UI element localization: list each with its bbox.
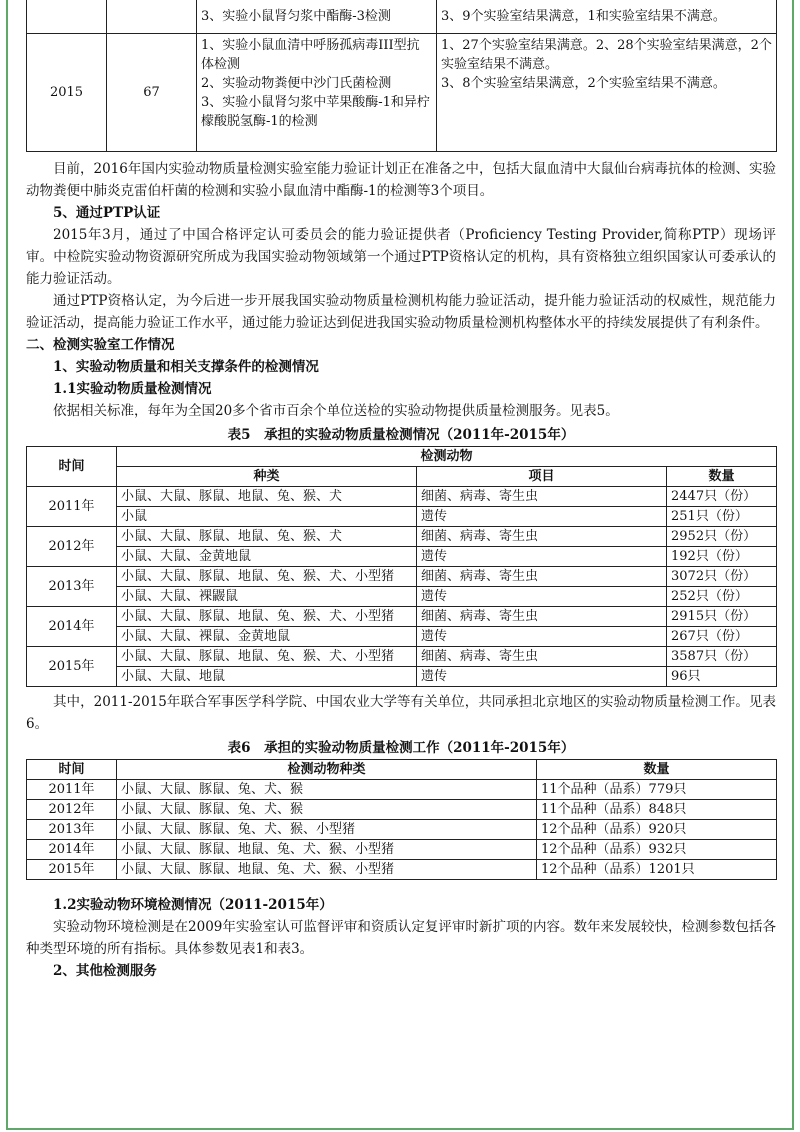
year-cell: 2011年 — [27, 487, 117, 527]
result-cell: 3、9个实验室结果满意，1和实验室结果不满意。 — [437, 0, 777, 34]
year-cell: 2015 — [27, 34, 107, 152]
table6-header-count: 数量 — [537, 760, 777, 780]
paragraph-quality-service: 依据相关标准，每年为全国20多个省市百余个单位送检的实验动物提供质量检测服务。见表5。 — [53, 403, 619, 419]
count-cell: 192只（份） — [667, 547, 777, 567]
count-cell: 67 — [107, 34, 197, 152]
kind-cell: 小鼠、大鼠、豚鼠、地鼠、兔、犬、猴、小型猪 — [117, 840, 537, 860]
count-cell: 2915只（份） — [667, 607, 777, 627]
table-row — [27, 567, 777, 587]
table-row — [27, 547, 777, 567]
table6-header-time: 时间 — [27, 760, 117, 780]
table-row — [27, 34, 777, 152]
count-cell: 2447只（份） — [667, 487, 777, 507]
table-row — [27, 587, 777, 607]
kind-cell: 小鼠、大鼠、地鼠 — [117, 667, 417, 687]
count-cell: 12个品种（品系）920只 — [537, 820, 777, 840]
item-cell: 细菌、病毒、寄生虫 — [417, 607, 667, 627]
table5-header-row — [27, 467, 777, 487]
kind-cell: 小鼠、大鼠、豚鼠、兔、犬、猴 — [117, 800, 537, 820]
proficiency-table — [26, 0, 777, 152]
item-cell: 遗传 — [417, 627, 667, 647]
method-cell: 3、实验小鼠肾匀浆中酯酶-3检测 — [197, 0, 437, 34]
count-cell: 96只 — [667, 667, 777, 687]
kind-cell: 小鼠、大鼠、金黄地鼠 — [117, 547, 417, 567]
count-cell: 11个品种（品系）848只 — [537, 800, 777, 820]
heading-section-2: 二、检测实验室工作情况 — [26, 337, 175, 353]
table-row — [27, 627, 777, 647]
heading-ptp: 5、通过PTP认证 — [53, 205, 161, 221]
method-line: 3、实验小鼠肾匀浆中苹果酸酶-1和异柠檬酸脱氢酶-1的检测 — [201, 95, 430, 129]
table-row — [27, 607, 777, 627]
method-line: 2、实验动物粪便中沙门氏菌检测 — [201, 76, 392, 91]
table5-header-item: 项目 — [417, 467, 667, 487]
paragraph-plan-2016: 目前，2016年国内实验动物质量检测实验室能力验证计划正在准备之中，包括大鼠血清中大鼠仙台病毒抗体的检测、实验动物粪便中肺炎克雷伯杆菌的检测和实验小鼠血清中酯酶-1的检测等3个项目。 — [26, 161, 776, 199]
count-cell: 267只（份） — [667, 627, 777, 647]
item-cell: 遗传 — [417, 587, 667, 607]
year-cell: 2011年 — [27, 780, 117, 800]
paragraph-ptp-benefit: 通过PTP资格认定，为今后进一步开展我国实验动物质量检测机构能力验证活动，提升能力验证活动的权威性，规范能力验证活动，提高能力验证工作水平，通过能力验证达到促进我国实验动物质量检测机构整体水平的持续发展提供了有利条件。 — [26, 293, 776, 331]
table5 — [26, 446, 777, 687]
item-cell: 细菌、病毒、寄生虫 — [417, 647, 667, 667]
table-row — [27, 667, 777, 687]
table5-header-time: 时间 — [27, 447, 117, 487]
methods-cell — [197, 34, 437, 152]
year-cell: 2015年 — [27, 647, 117, 687]
count-cell: 251只（份） — [667, 507, 777, 527]
year-cell: 2012年 — [27, 527, 117, 567]
paragraph-environment: 实验动物环境检测是在2009年实验室认可监督评审和资质认定复评审时新扩项的内容。数年来发展较快，检测参数包括各种类型环境的所有指标。具体参数见表1和表3。 — [26, 919, 776, 957]
item-cell: 细菌、病毒、寄生虫 — [417, 567, 667, 587]
table-row — [27, 647, 777, 667]
kind-cell: 小鼠 — [117, 507, 417, 527]
table5-header-count: 数量 — [667, 467, 777, 487]
count-cell: 12个品种（品系）932只 — [537, 840, 777, 860]
table6 — [26, 759, 777, 880]
kind-cell: 小鼠、大鼠、豚鼠、地鼠、兔、犬、猴、小型猪 — [117, 860, 537, 880]
heading-subsection-1: 1、实验动物质量和相关支撑条件的检测情况 — [53, 359, 319, 375]
kind-cell: 小鼠、大鼠、豚鼠、地鼠、兔、猴、犬、小型猪 — [117, 607, 417, 627]
table-row — [27, 860, 777, 880]
paragraph-ptp-review: 2015年3月，通过了中国合格评定认可委员会的能力验证提供者（Proficiency Testing Provider,简称PTP）现场评审。中检院实验动物资源研究所成为我国实验动物领域第一个通过PTP资格认定的机构，具有资格独立组织国家认可委承认的能力验证活动。 — [26, 227, 776, 287]
table-row — [27, 780, 777, 800]
page-content — [26, 0, 776, 982]
item-cell: 遗传 — [417, 667, 667, 687]
kind-cell: 小鼠、大鼠、裸鼹鼠 — [117, 587, 417, 607]
item-cell: 遗传 — [417, 507, 667, 527]
heading-subsection-2: 2、其他检测服务 — [53, 963, 157, 979]
results-cell — [437, 34, 777, 152]
year-cell: 2014年 — [27, 607, 117, 647]
year-cell: 2013年 — [27, 820, 117, 840]
year-cell: 2013年 — [27, 567, 117, 607]
year-cell: 2012年 — [27, 800, 117, 820]
heading-subsection-1-2: 1.2实验动物环境检测情况（2011-2015年） — [53, 897, 333, 913]
kind-cell: 小鼠、大鼠、豚鼠、地鼠、兔、猴、犬 — [117, 487, 417, 507]
table6-header-kind: 检测动物种类 — [117, 760, 537, 780]
year-cell: 2014年 — [27, 840, 117, 860]
table5-header-row — [27, 447, 777, 467]
count-cell: 12个品种（品系）1201只 — [537, 860, 777, 880]
heading-subsection-1-1: 1.1实验动物质量检测情况 — [53, 381, 212, 397]
count-cell: 3072只（份） — [667, 567, 777, 587]
method-line: 1、实验小鼠血清中呼肠孤病毒III型抗体检测 — [201, 38, 420, 72]
item-cell: 遗传 — [417, 547, 667, 567]
kind-cell: 小鼠、大鼠、豚鼠、兔、犬、猴 — [117, 780, 537, 800]
table-row — [27, 820, 777, 840]
table5-header-animals: 检测动物 — [117, 447, 777, 467]
table-row — [27, 487, 777, 507]
count-cell: 3587只（份） — [667, 647, 777, 667]
table-row — [27, 527, 777, 547]
table-row — [27, 800, 777, 820]
table-row — [27, 840, 777, 860]
table-row — [27, 0, 777, 34]
count-cell: 252只（份） — [667, 587, 777, 607]
table6-header-row — [27, 760, 777, 780]
year-cell: 2015年 — [27, 860, 117, 880]
kind-cell: 小鼠、大鼠、豚鼠、兔、犬、猴、小型猪 — [117, 820, 537, 840]
result-line: 3、8个实验室结果满意，2个实验室结果不满意。 — [441, 76, 726, 91]
kind-cell: 小鼠、大鼠、豚鼠、地鼠、兔、猴、犬、小型猪 — [117, 567, 417, 587]
count-cell: 2952只（份） — [667, 527, 777, 547]
kind-cell: 小鼠、大鼠、豚鼠、地鼠、兔、猴、犬 — [117, 527, 417, 547]
table5-header-kind: 种类 — [117, 467, 417, 487]
kind-cell: 小鼠、大鼠、豚鼠、地鼠、兔、猴、犬、小型猪 — [117, 647, 417, 667]
result-line: 1、27个实验室结果满意。2、28个实验室结果满意，2个实验室结果不满意。 — [441, 38, 772, 72]
paragraph-beijing: 其中，2011-2015年联合军事医学科学院、中国农业大学等有关单位，共同承担北京地区的实验动物质量检测工作。见表6。 — [26, 694, 776, 732]
count-cell: 11个品种（品系）779只 — [537, 780, 777, 800]
item-cell: 细菌、病毒、寄生虫 — [417, 487, 667, 507]
item-cell: 细菌、病毒、寄生虫 — [417, 527, 667, 547]
page-frame — [6, 0, 794, 1130]
table6-caption: 表6 承担的实验动物质量检测工作（2011年-2015年） — [227, 740, 575, 756]
table5-caption: 表5 承担的实验动物质量检测情况（2011年-2015年） — [227, 427, 575, 443]
table-row — [27, 507, 777, 527]
kind-cell: 小鼠、大鼠、裸鼠、金黄地鼠 — [117, 627, 417, 647]
